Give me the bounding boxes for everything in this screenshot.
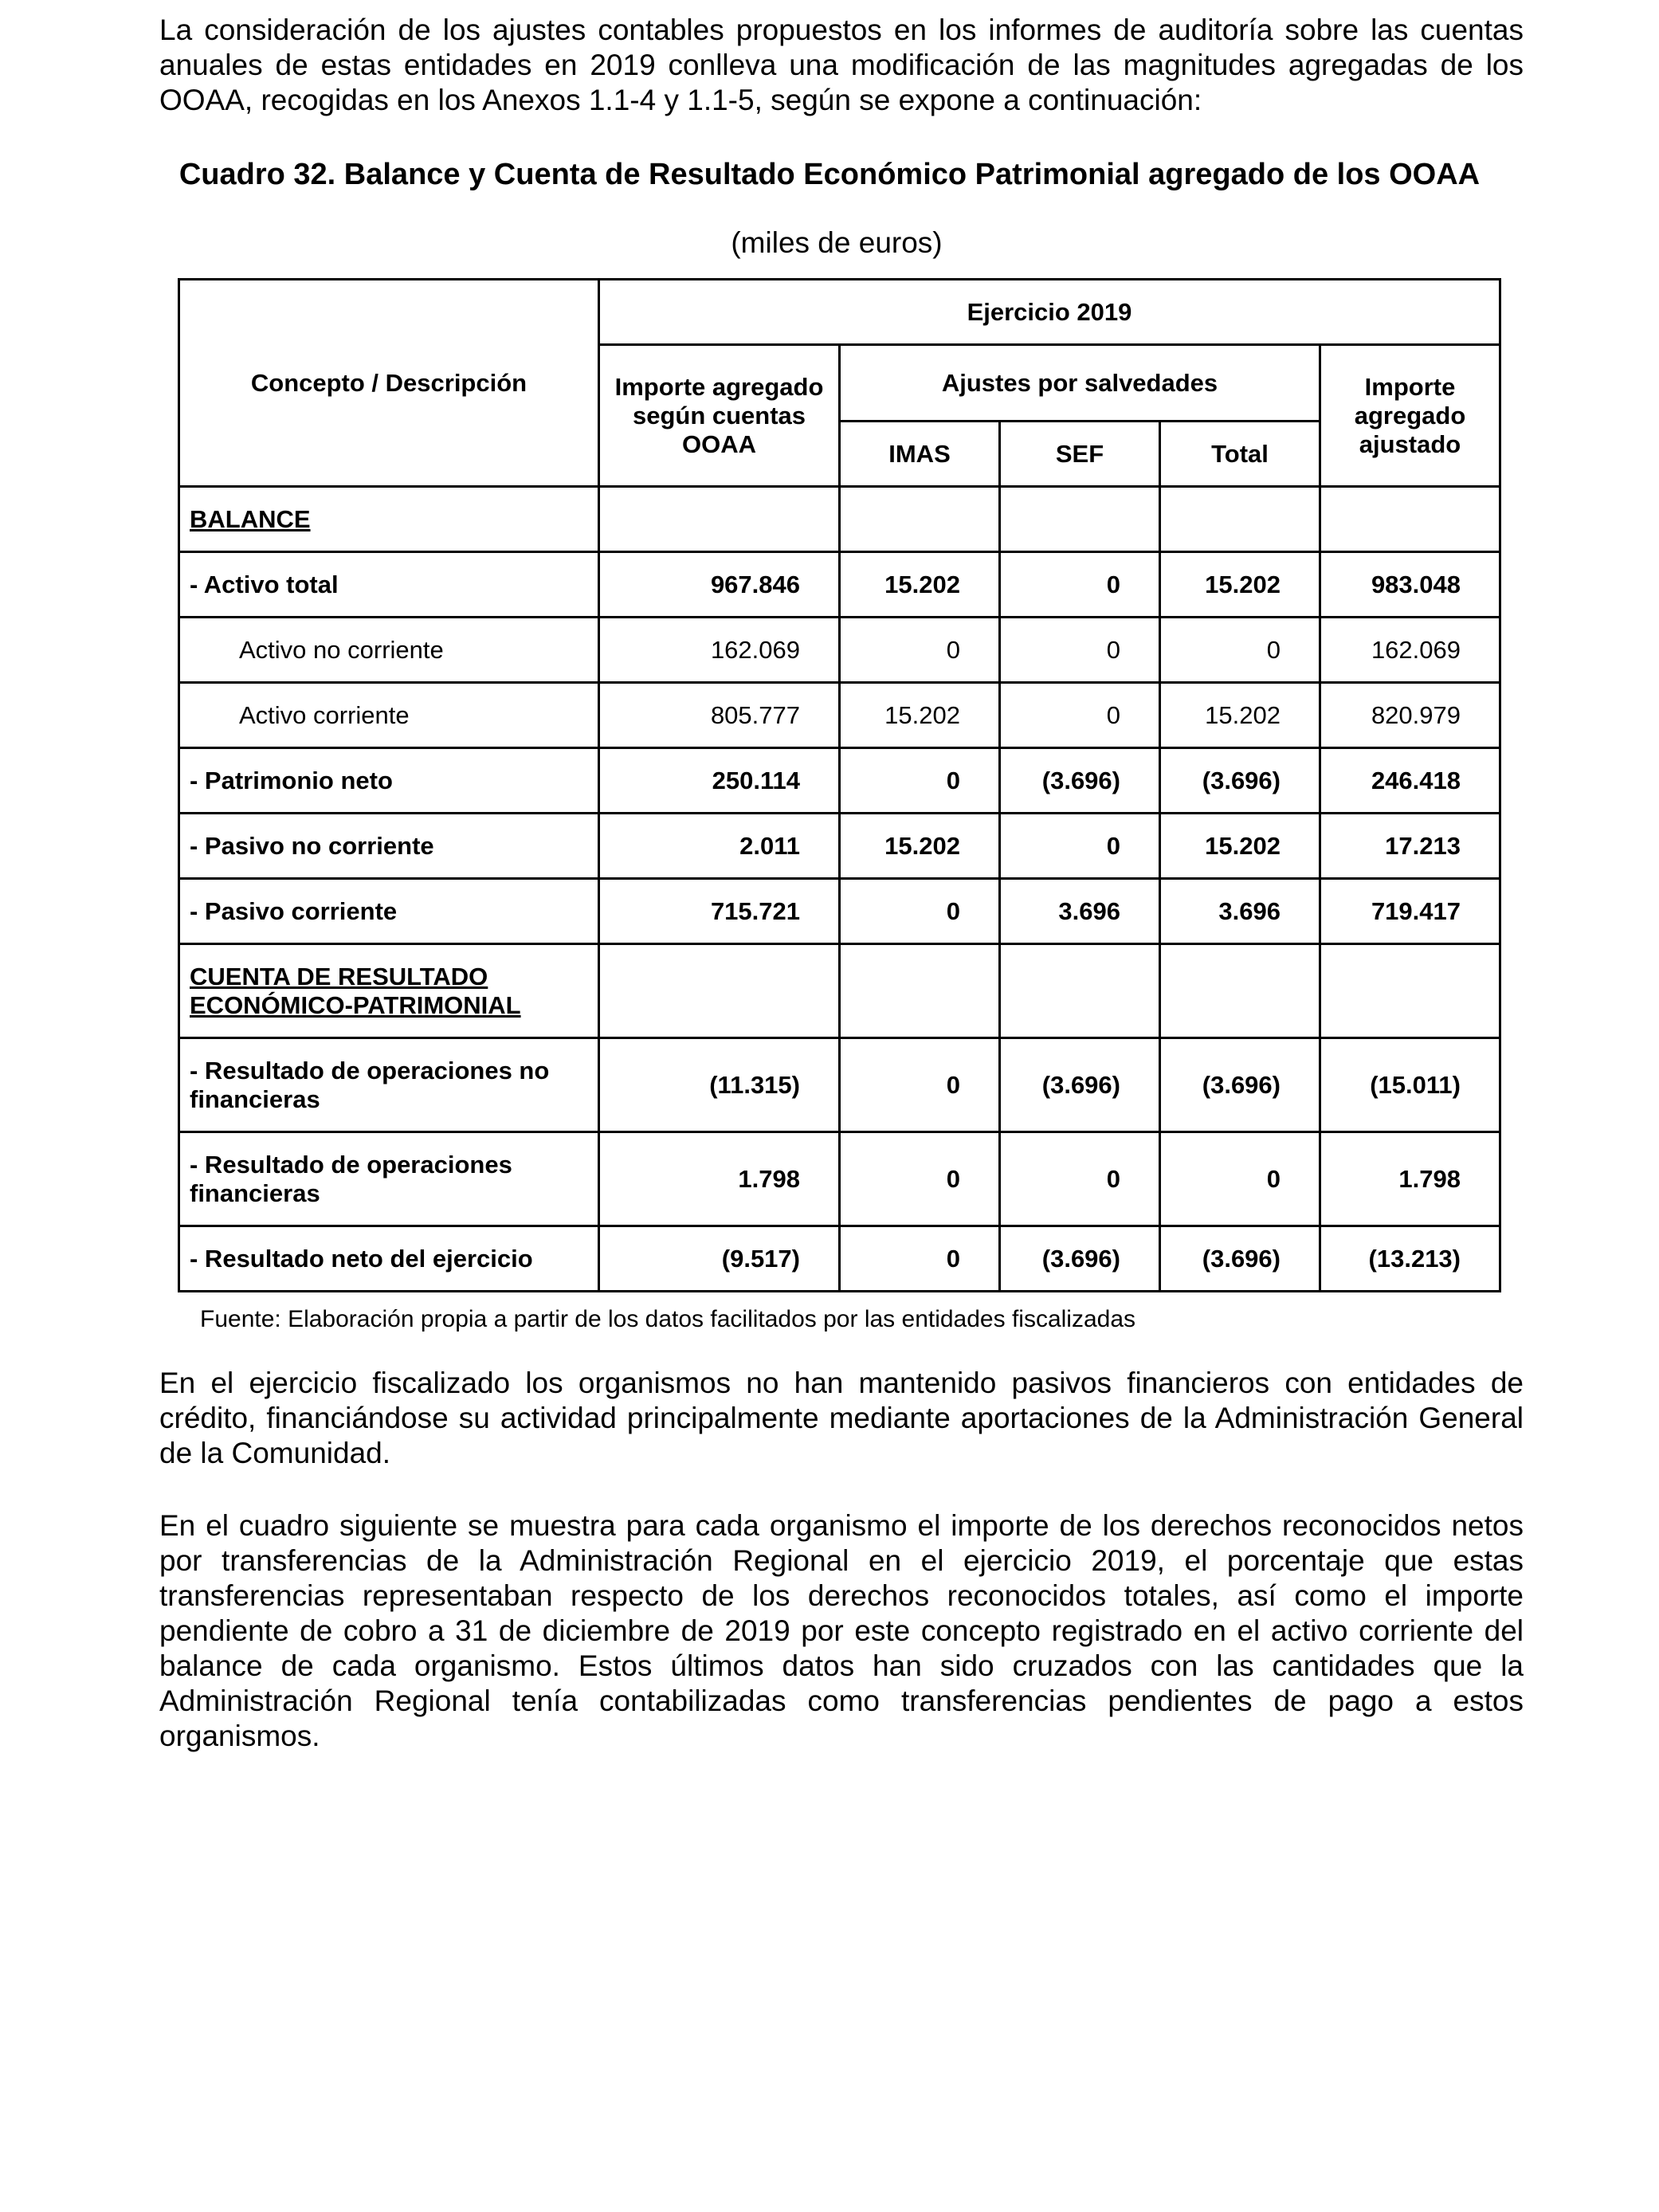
- row-label: - Activo total: [179, 552, 599, 618]
- cell-imas: 0: [840, 1038, 1000, 1132]
- row-label: - Resultado de operaciones financieras: [179, 1132, 599, 1226]
- cell-total: 0: [1160, 1132, 1320, 1226]
- cell-imas: 15.202: [840, 814, 1000, 879]
- cell-ajustado: 17.213: [1320, 814, 1500, 879]
- cell-ajustado: 1.798: [1320, 1132, 1500, 1226]
- cell-sef: (3.696): [1000, 1226, 1160, 1292]
- cell-ajustado: 820.979: [1320, 683, 1500, 748]
- cell-ajustado: (13.213): [1320, 1226, 1500, 1292]
- paragraph-3: En el cuadro siguiente se muestra para cada organismo el importe de los derechos reconocidos netos por transferencias de la Administración Regional en el ejercicio 2019, el porcentaje que estas transferencias representaban respecto de los derechos reconocidos totales, así como el importe pendiente de cobro a 31 de diciembre de 2019 por este concepto registrado en el activo corriente del balance de cada organismo. Estos últimos datos han sido cruzados con las cantidades que la Administración Regional tenía contabilizadas como transferencias pendientes de pago a estos organismos.: [159, 1509, 1524, 1752]
- section-cuenta: CUENTA DE RESULTADO ECONÓMICO-PATRIMONIAL: [179, 944, 599, 1038]
- row-label: Activo corriente: [179, 683, 599, 748]
- cell-imas: 0: [840, 748, 1000, 814]
- table-row: [179, 879, 1500, 944]
- cell-importe: 250.114: [599, 748, 840, 814]
- cell-ajustado: 983.048: [1320, 552, 1500, 618]
- header-total: Total: [1160, 422, 1320, 487]
- cell-sef: (3.696): [1000, 1038, 1160, 1132]
- cell-total: 15.202: [1160, 814, 1320, 879]
- table-row: [179, 1132, 1500, 1226]
- balance-table: [178, 278, 1501, 1292]
- cell-imas: 0: [840, 879, 1000, 944]
- cell-importe: (9.517): [599, 1226, 840, 1292]
- cell-ajustado: 162.069: [1320, 618, 1500, 683]
- header-concepto: Concepto / Descripción: [179, 280, 599, 487]
- table-row: [179, 552, 1500, 618]
- cell-imas: 0: [840, 618, 1000, 683]
- cell-ajustado: (15.011): [1320, 1038, 1500, 1132]
- source-note: Fuente: Elaboración propia a partir de los datos facilitados por las entidades fiscalizadas: [200, 1306, 1136, 1332]
- section-balance: BALANCE: [179, 487, 599, 552]
- cell-total: 15.202: [1160, 683, 1320, 748]
- cell-imas: 15.202: [840, 552, 1000, 618]
- cell-importe: 1.798: [599, 1132, 840, 1226]
- cell-importe: 162.069: [599, 618, 840, 683]
- row-label: - Patrimonio neto: [179, 748, 599, 814]
- table-row: [179, 618, 1500, 683]
- cell-ajustado: 719.417: [1320, 879, 1500, 944]
- header-ajustes: Ajustes por salvedades: [840, 345, 1320, 422]
- cell-importe: 2.011: [599, 814, 840, 879]
- table-units: (miles de euros): [731, 226, 943, 259]
- table-row: [179, 814, 1500, 879]
- cell-imas: 0: [840, 1226, 1000, 1292]
- cell-sef: 0: [1000, 814, 1160, 879]
- cell-sef: 0: [1000, 683, 1160, 748]
- header-importe-ajustado: Importe agregado ajustado: [1320, 345, 1500, 487]
- table-row: [179, 683, 1500, 748]
- paragraph-2: En el ejercicio fiscalizado los organismos no han mantenido pasivos financieros con entidades de crédito, financiándose su actividad principalmente mediante aportaciones de la Administración General de la Comunidad.: [159, 1367, 1524, 1469]
- row-label: - Resultado neto del ejercicio: [179, 1226, 599, 1292]
- cell-imas: 15.202: [840, 683, 1000, 748]
- cell-total: (3.696): [1160, 748, 1320, 814]
- table-row: [179, 1226, 1500, 1292]
- header-imas: IMAS: [840, 422, 1000, 487]
- section-row: [179, 487, 1500, 552]
- cell-sef: 3.696: [1000, 879, 1160, 944]
- cell-imas: 0: [840, 1132, 1000, 1226]
- table-title: Cuadro 32. Balance y Cuenta de Resultado Económico Patrimonial agregado de los OOAA: [178, 158, 1481, 191]
- cell-total: 15.202: [1160, 552, 1320, 618]
- row-label: Activo no corriente: [179, 618, 599, 683]
- row-label: - Pasivo corriente: [179, 879, 599, 944]
- cell-sef: 0: [1000, 618, 1160, 683]
- cell-importe: 967.846: [599, 552, 840, 618]
- cell-total: (3.696): [1160, 1226, 1320, 1292]
- table-row: [179, 1038, 1500, 1132]
- header-importe-agregado: Importe agregado según cuentas OOAA: [599, 345, 840, 487]
- row-label: - Resultado de operaciones no financieras: [179, 1038, 599, 1132]
- header-sef: SEF: [1000, 422, 1160, 487]
- cell-sef: 0: [1000, 1132, 1160, 1226]
- cell-total: 3.696: [1160, 879, 1320, 944]
- table-row: [179, 748, 1500, 814]
- cell-total: 0: [1160, 618, 1320, 683]
- intro-paragraph: La consideración de los ajustes contables propuestos en los informes de auditoría sobre las cuentas anuales de estas entidades en 2019 conlleva una modificación de las magnitudes agregadas de los OOAA, recogidas en los Anexos 1.1-4 y 1.1-5, según se expone a continuación:: [159, 14, 1524, 116]
- cell-sef: 0: [1000, 552, 1160, 618]
- header-ejercicio: Ejercicio 2019: [599, 280, 1500, 345]
- row-label: - Pasivo no corriente: [179, 814, 599, 879]
- cell-importe: 805.777: [599, 683, 840, 748]
- cell-importe: 715.721: [599, 879, 840, 944]
- section-row: [179, 944, 1500, 1038]
- cell-sef: (3.696): [1000, 748, 1160, 814]
- cell-ajustado: 246.418: [1320, 748, 1500, 814]
- cell-importe: (11.315): [599, 1038, 840, 1132]
- cell-total: (3.696): [1160, 1038, 1320, 1132]
